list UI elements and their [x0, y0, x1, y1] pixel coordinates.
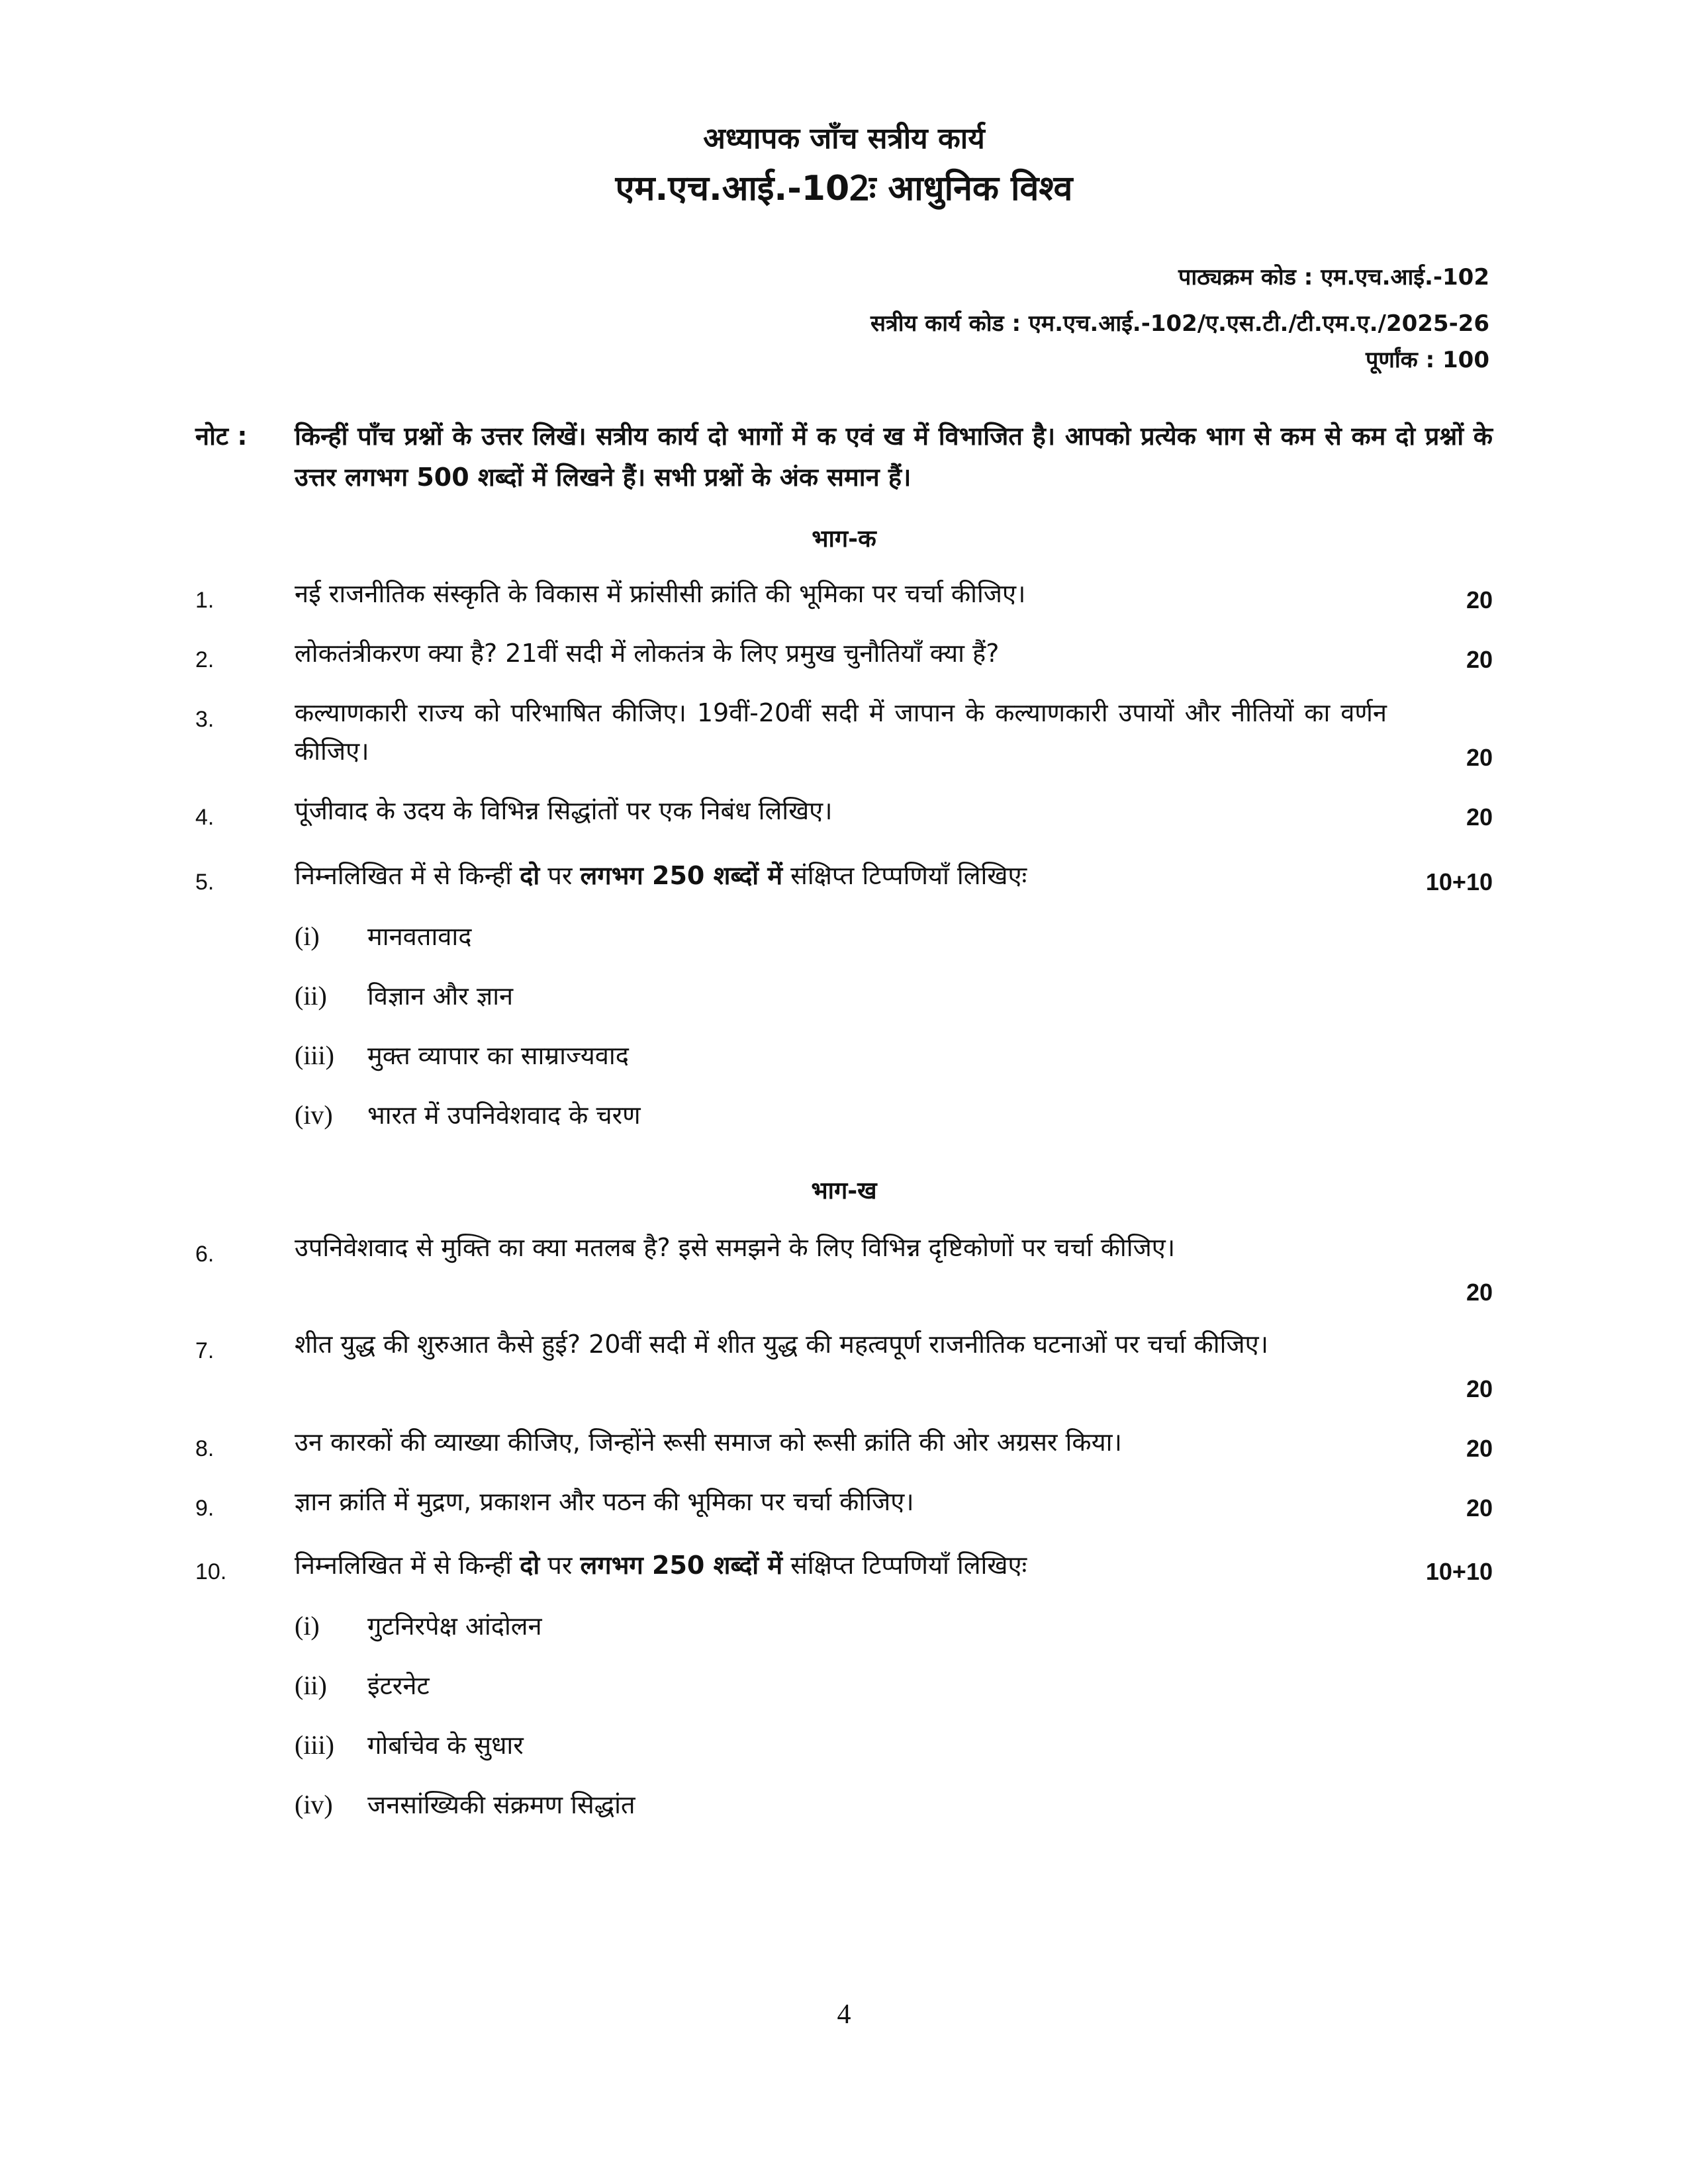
section-a-heading: भाग-क: [812, 525, 876, 553]
question-number: 8.: [195, 1436, 214, 1461]
question-marks: 10+10: [1425, 1558, 1493, 1585]
note-label: नोट :: [195, 422, 248, 451]
question-number: 4.: [195, 805, 214, 830]
emphasis: लगभग 250 शब्दों में: [580, 1551, 783, 1580]
question-number: 5.: [195, 870, 214, 895]
document-title: अध्यापक जाँच सत्रीय कार्य: [703, 122, 985, 156]
course-code: पाठ्यक्रम कोड : एम.एच.आई.-102: [1178, 264, 1489, 291]
page-number: 4: [837, 1999, 851, 2030]
question-text: लोकतंत्रीकरण क्या है? 21वीं सदी में लोकतंत्र के लिए प्रमुख चुनौतियाँ क्या हैं?: [295, 639, 1000, 668]
question-number: 6.: [195, 1242, 214, 1267]
question-number: 3.: [195, 707, 214, 732]
question-marks: 20: [1466, 646, 1493, 673]
assignment-code: सत्रीय कार्य कोड : एम.एच.आई.-102/ए.एस.टी./टी.एम.ए./2025-26: [870, 310, 1489, 337]
question-marks: 20: [1466, 744, 1493, 771]
question-marks: 10+10: [1425, 868, 1493, 895]
emphasis: दो: [520, 861, 540, 890]
max-marks: पूर्णांक : 100: [1365, 347, 1489, 373]
question-marks: 20: [1466, 1375, 1493, 1402]
document-page: अध्यापक जाँच सत्रीय कार्य एम.एच.आई.-102ः आधुनिक विश्व पाठ्यक्रम कोड : एम.एच.आई.-102 सत्रीय कार्य कोड : एम.एच.आई.-102/ए.एस.टी./टी.एम.ए./2025-26 पूर्णांक : 100 नोट : किन्हीं पाँच प्रश्नों के उत्तर लिखें। सत्रीय कार्य दो भागों में क एवं ख में विभाजित है। आपको प्रत्येक भाग से कम से कम दो प्रश्नों के उत्तर लगभग 500 शब्दों में लिखने हैं। सभी प्रश्नों के अंक समान हैं। भाग-क 1. नई राजनीतिक संस्कृति के विकास में फ्रांसीसी क्रांति की भूमिका पर चर्चा कीजिए। 20 2. लोकतंत्रीकरण क्या है? 21वीं सदी में लोकतंत्र के लिए प्रमुख चुनौतियाँ क्या हैं? 20 3. कल्याणकारी राज्य को परिभाषित कीजिए। 19वीं-20वीं सदी में जापान के कल्याणकारी उपायों और नीतियों का वर्णन कीजिए। 20 4. पूंजीवाद के उदय के विभिन्न सिद्धांतों पर एक निबंध लिखिए। 20 5. निम्नलिखित में से किन्हीं दो पर लगभग 250 शब्दों में संक्षिप्त टिप्पणियाँ लिखिएः 10+10 (i) मानवतावाद (ii) विज्ञान और ज्ञान (iii) मुक्त व्यापार का साम्राज्यवाद (iv) भारत में उपनिवेशवाद के चरण भाग-ख 6. उपनिवेशवाद से मुक्ति का क्या मतलब है? इसे समझने के लिए विभिन्न दृष्टिकोणों पर चर्चा कीजिए। 20 7. शीत युद्ध की शुरुआत कैसे हुई? 20वीं सदी में शीत युद्ध की महत्वपूर्ण राजनीतिक घटनाओं पर चर्चा कीजिए। 20 8. उन कारकों की व्याख्या कीजिए, जिन्होंने रूसी समाज को रूसी क्रांति की ओर अग्रसर किया। 20 9. ज्ञान क्रांति में मुद्रण, प्रकाशन और पठन की भूमिका पर चर्चा कीजिए। 20 10. निम्नलिखित में से किन्हीं दो पर लगभग 250 शब्दों में संक्षिप्त टिप्पणियाँ लिखिएः 10+10 (i) गुटनिरपेक्ष आंदोलन (ii) इंटरनेट (iii) गोर्बाचेव के सुधार (iv) जनसांख्यिकी संक्रमण सिद्धांत 4: [0, 0, 1688, 2184]
question-number: 1.: [195, 588, 214, 613]
question-number: 10.: [195, 1559, 227, 1584]
question-number: 2.: [195, 647, 214, 672]
question-marks: 20: [1466, 1494, 1493, 1522]
question-text: नई राजनीतिक संस्कृति के विकास में फ्रांसीसी क्रांति की भूमिका पर चर्चा कीजिए।: [295, 579, 1026, 608]
note-text: किन्हीं पाँच प्रश्नों के उत्तर लिखें। सत्रीय कार्य दो भागों में क एवं ख में विभाजित है। आपको प्रत्येक भाग से कम से कम दो प्रश्नों के उत्तर लगभग 500 शब्दों में लिखने हैं। सभी प्रश्नों के अंक समान हैं।: [295, 422, 1493, 492]
question-marks: 20: [1466, 1279, 1493, 1306]
question-number: 7.: [195, 1338, 214, 1363]
question-text: पूंजीवाद के उदय के विभिन्न सिद्धांतों पर एक निबंध लिखिए।: [295, 796, 833, 825]
section-b-heading: भाग-ख: [811, 1177, 877, 1205]
question-text: कल्याणकारी राज्य को परिभाषित कीजिए। 19वीं-20वीं सदी में जापान के कल्याणकारी उपायों और नीतियों का वर्णन कीजिए।: [295, 698, 1387, 766]
course-title: एम.एच.आई.-102ः आधुनिक विश्व: [615, 169, 1073, 208]
question-text: शीत युद्ध की शुरुआत कैसे हुई? 20वीं सदी में शीत युद्ध की महत्वपूर्ण राजनीतिक घटनाओं पर चर्चा कीजिए।: [295, 1330, 1269, 1359]
question-marks: 20: [1466, 586, 1493, 614]
question-text: निम्नलिखित में से किन्हीं दो पर लगभग 250 शब्दों में संक्षिप्त टिप्पणियाँ लिखिएः: [295, 1551, 1027, 1580]
question-text: ज्ञान क्रांति में मुद्रण, प्रकाशन और पठन की भूमिका पर चर्चा कीजिए।: [295, 1487, 914, 1516]
question-text: उपनिवेशवाद से मुक्ति का क्या मतलब है? इसे समझने के लिए विभिन्न दृष्टिकोणों पर चर्चा कीजिए।: [295, 1233, 1176, 1262]
emphasis: लगभग 250 शब्दों में: [580, 861, 783, 890]
question-number: 9.: [195, 1496, 214, 1521]
emphasis: दो: [520, 1551, 540, 1580]
question-text: निम्नलिखित में से किन्हीं दो पर लगभग 250 शब्दों में संक्षिप्त टिप्पणियाँ लिखिएः: [295, 861, 1027, 890]
question-marks: 20: [1466, 1435, 1493, 1462]
question-text: उन कारकों की व्याख्या कीजिए, जिन्होंने रूसी समाज को रूसी क्रांति की ओर अग्रसर किया।: [295, 1428, 1122, 1457]
question-marks: 20: [1466, 803, 1493, 831]
